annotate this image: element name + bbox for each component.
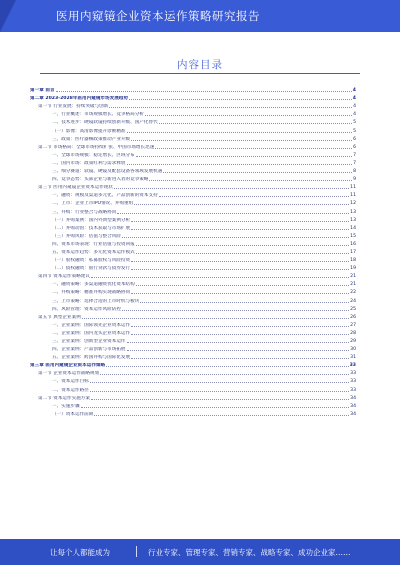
toc-entry-page: 34 (350, 403, 356, 409)
toc-entry-title: 三、政策：医疗器械政策推动产业升级 (52, 136, 131, 142)
toc-leader-dots (100, 374, 349, 375)
toc-entry-title: 一、全球市场规模：稳定增长、区域分布 (52, 152, 135, 158)
toc-entry[interactable] (0, 287, 400, 295)
toc-entry-title: 三、上市策略：选择合适的上市时机与板块 (52, 298, 140, 304)
toc-leader-dots (149, 180, 352, 181)
toc-leader-dots (131, 221, 349, 222)
toc-entry-title: 第一节 企业资本运作战略规划 (38, 371, 100, 377)
toc-leader-dots (145, 115, 352, 116)
toc-entry-title: 第二节 资本运作实施方案 (38, 395, 90, 401)
toc-entry[interactable] (0, 409, 400, 417)
footer-slogan-right: 行业专家、管理专家、营销专家、战略专家、成功企业家…… (148, 548, 351, 557)
toc-entry-page: 19 (350, 266, 356, 272)
toc-entry[interactable] (0, 247, 400, 255)
toc-leader-dots (82, 318, 349, 319)
footer-bar (0, 539, 400, 565)
toc-entry-page: 14 (350, 225, 356, 231)
toc-leader-dots (90, 391, 349, 392)
toc-entry-page: 26 (350, 314, 356, 320)
toc-entry-page: 31 (350, 355, 356, 361)
toc-leader-dots (109, 107, 352, 108)
toc-entry-page: 5 (353, 128, 356, 134)
toc-entry[interactable] (0, 368, 400, 376)
toc-entry-title: 第一节 行业发展：持续突破与创新 (38, 104, 109, 110)
toc-entry-title: 第一章 前言 (30, 88, 55, 94)
toc-entry-title: 四、风险管理：资本运作风险防控 (52, 306, 121, 312)
toc-entry-page: 4 (352, 96, 356, 102)
toc-entry[interactable] (0, 206, 400, 214)
toc-entry[interactable] (0, 134, 400, 142)
toc-entry-title: 一、资本运作目标 (52, 379, 89, 385)
toc-entry-title: 二、资本运作路径 (52, 387, 89, 393)
toc-entry-title: （一）资本运作前期 (52, 411, 94, 417)
toc-leader-dots (136, 245, 349, 246)
toc-entry-page: 34 (350, 411, 356, 417)
toc-entry[interactable] (0, 279, 400, 287)
toc-entry-title: 第二节 市场格局：全球市场持续扩张、中国市场增长迅速 (38, 144, 155, 150)
toc-entry[interactable] (0, 190, 400, 198)
toc-leader-dots (131, 326, 349, 327)
toc-leader-dots (90, 382, 349, 383)
toc-entry[interactable] (0, 142, 400, 150)
toc-entry[interactable] (0, 304, 400, 312)
toc-entry[interactable] (0, 158, 400, 166)
footer-slogan-left: 让每个人都能成为 (50, 548, 110, 557)
toc-entry-page: 6 (353, 144, 356, 150)
toc-entry[interactable] (0, 376, 400, 384)
toc-entry[interactable] (0, 85, 400, 93)
toc-leader-dots (159, 196, 349, 197)
toc-entry-title: （一）并购案例：国内外典型案例分析 (52, 217, 131, 223)
toc-heading: 内容目录 (177, 59, 223, 71)
toc-entry-title: 二、国内市场：政策红利与需求释放 (52, 160, 126, 166)
table-of-contents (0, 85, 400, 417)
toc-entry-page: 18 (350, 258, 356, 264)
toc-entry[interactable] (0, 328, 400, 336)
toc-entry-title: 一、融资策略：多渠道融资优化资本结构 (52, 282, 135, 288)
toc-entry[interactable] (0, 255, 400, 263)
toc-entry[interactable] (0, 150, 400, 158)
toc-leader-dots (56, 91, 352, 92)
toc-entry-title: 五、企业案例：跨国并购与国际化发展 (52, 355, 131, 361)
toc-entry-title: （二）债权融资：银行贷款与债券发行 (52, 266, 131, 272)
toc-leader-dots (136, 285, 349, 286)
toc-entry-title: （三）并购风险：估值与整合风险 (52, 233, 121, 239)
toc-leader-dots (131, 269, 349, 270)
toc-entry-page: 28 (350, 330, 356, 336)
header-bar (0, 0, 400, 32)
toc-entry-page: 7 (353, 160, 356, 166)
toc-entry-page: 30 (350, 347, 356, 353)
toc-entry-title: 三、企业案例：创新型企业资本运作 (52, 339, 126, 344)
toc-entry-title: 一、行业概述：市场规模增长、竞争格局分析 (52, 112, 144, 118)
toc-divider (40, 73, 360, 74)
toc-entry-page: 29 (350, 339, 356, 344)
toc-leader-dots (136, 156, 352, 157)
toc-entry-page: 11 (350, 193, 356, 199)
toc-leader-dots (131, 229, 349, 230)
header-corner-accent (0, 0, 16, 32)
toc-entry[interactable] (0, 198, 400, 206)
toc-entry-page: 15 (350, 233, 356, 239)
toc-entry[interactable] (0, 231, 400, 239)
toc-leader-dots (131, 293, 349, 294)
toc-entry[interactable] (0, 320, 400, 328)
toc-entry-page: 4 (352, 88, 356, 94)
toc-leader-dots (122, 237, 349, 238)
toc-entry[interactable] (0, 312, 400, 320)
toc-entry-title: 二、技术进步：硬镜软镜持续创新升级、国产化替代 (52, 120, 158, 126)
toc-entry-title: （一）影像：高清影像提升诊断精准 (52, 128, 126, 134)
toc-entry-title: 五、资本运作趋势：多元化资本运作模式 (52, 249, 135, 255)
toc-entry[interactable] (0, 182, 400, 190)
toc-entry-page: 24 (350, 298, 356, 304)
toc-entry-page: 5 (353, 120, 356, 126)
toc-entry-title: 第四节 资本运作策略建议 (38, 274, 90, 280)
toc-leader-dots (127, 132, 353, 133)
toc-entry[interactable] (0, 125, 400, 133)
toc-leader-dots (127, 164, 353, 165)
toc-entry[interactable] (0, 344, 400, 352)
toc-entry-page: 4 (353, 112, 356, 118)
toc-entry[interactable] (0, 215, 400, 223)
toc-entry-page: 11 (350, 185, 356, 191)
toc-leader-dots (106, 366, 348, 367)
toc-entry-title: 二、企业案例：国内龙头企业资本运作 (52, 330, 131, 336)
toc-entry[interactable] (0, 93, 400, 101)
toc-entry-title: 四、竞争态势：头部企业与新进入者的竞争策略 (52, 177, 149, 183)
toc-entry-title: 四、资本市场表现：行业估值与投资回报 (52, 241, 135, 247)
toc-entry[interactable] (0, 117, 400, 125)
toc-entry[interactable] (0, 109, 400, 117)
toc-entry-page: 25 (350, 306, 356, 312)
toc-entry-page: 4 (353, 104, 356, 110)
toc-entry-page: 13 (350, 217, 356, 223)
toc-entry[interactable] (0, 166, 400, 174)
toc-entry-page: 34 (350, 395, 356, 401)
toc-leader-dots (129, 99, 352, 100)
toc-entry-title: 第三节 医用内窥镜企业资本运作现状 (38, 185, 113, 191)
report-title: 医用内窥镜企业资本运作策略研究报告 (56, 9, 260, 23)
toc-leader-dots (163, 172, 352, 173)
toc-entry[interactable] (0, 295, 400, 303)
toc-entry-title: 一、实施步骤 (52, 403, 80, 409)
toc-entry-page: 13 (350, 209, 356, 215)
toc-entry-page: 12 (350, 201, 356, 207)
toc-entry-title: 一、企业案例：国际领先企业资本运作 (52, 322, 131, 328)
toc-entry[interactable] (0, 223, 400, 231)
toc-entry-title: 三、细分赛道：软镜、硬镜及配套设备各领域发展机遇 (52, 169, 163, 175)
toc-entry-page: 27 (350, 322, 356, 328)
toc-leader-dots (91, 399, 349, 400)
toc-leader-dots (94, 415, 349, 416)
toc-leader-dots (131, 334, 349, 335)
toc-entry-title: 二、并购策略：精准并购实现战略协同 (52, 290, 131, 296)
toc-entry-page: 21 (350, 274, 356, 280)
toc-leader-dots (134, 204, 349, 205)
toc-leader-dots (81, 407, 350, 408)
toc-leader-dots (155, 148, 352, 149)
toc-entry-page: 17 (350, 249, 356, 255)
toc-entry[interactable] (0, 174, 400, 182)
toc-entry[interactable] (0, 101, 400, 109)
toc-leader-dots (127, 350, 350, 351)
toc-entry-title: 一、融资：规模及渠道多元化、产品创新的资本支持 (52, 193, 158, 199)
toc-entry-title: 第二章 2023-2028年医用内窥镜市场发展趋势 (30, 96, 128, 102)
toc-entry-page: 9 (353, 177, 356, 183)
toc-leader-dots (136, 253, 349, 254)
toc-leader-dots (122, 310, 349, 311)
toc-entry-title: 二、上市：企业上市IPO情况、并购重组 (52, 201, 134, 207)
toc-leader-dots (159, 123, 352, 124)
toc-leader-dots (131, 140, 352, 141)
toc-entry-page: 21 (350, 282, 356, 288)
toc-entry-page: 7 (353, 152, 356, 158)
toc-entry-page: 33 (350, 387, 356, 393)
toc-entry[interactable] (0, 336, 400, 344)
toc-entry-page: 6 (353, 136, 356, 142)
toc-entry-page: 22 (350, 290, 356, 296)
toc-leader-dots (127, 342, 350, 343)
toc-entry-page: 33 (350, 371, 356, 377)
toc-entry[interactable] (0, 401, 400, 409)
toc-entry[interactable] (0, 263, 400, 271)
toc-leader-dots (140, 302, 349, 303)
toc-entry-title: （二）并购动因：技术获取与市场扩展 (52, 225, 131, 231)
toc-entry-page: 16 (350, 241, 356, 247)
toc-entry[interactable] (0, 360, 400, 368)
toc-leader-dots (117, 213, 349, 214)
toc-entry-page: 33 (350, 379, 356, 385)
footer-divider (136, 546, 137, 557)
toc-entry-page: 33 (349, 363, 356, 369)
toc-entry[interactable] (0, 393, 400, 401)
toc-entry-title: 四、企业案例：产品创新与市场拓展 (52, 347, 126, 353)
toc-entry[interactable] (0, 384, 400, 392)
toc-entry[interactable] (0, 352, 400, 360)
toc-leader-dots (131, 261, 349, 262)
toc-entry[interactable] (0, 271, 400, 279)
toc-entry-title: （一）股权融资：私募股权与风险投资 (52, 258, 131, 264)
toc-entry-page: 8 (353, 169, 356, 175)
toc-entry-title: 第五节 典型企业案例 (38, 314, 81, 320)
toc-entry[interactable] (0, 239, 400, 247)
toc-entry-title: 第三章 医用内窥镜企业资本运作策略 (30, 363, 106, 369)
toc-entry-title: 三、并购：行业整合与战略协同 (52, 209, 117, 215)
toc-leader-dots (131, 358, 349, 359)
toc-leader-dots (114, 188, 349, 189)
toc-leader-dots (91, 277, 349, 278)
